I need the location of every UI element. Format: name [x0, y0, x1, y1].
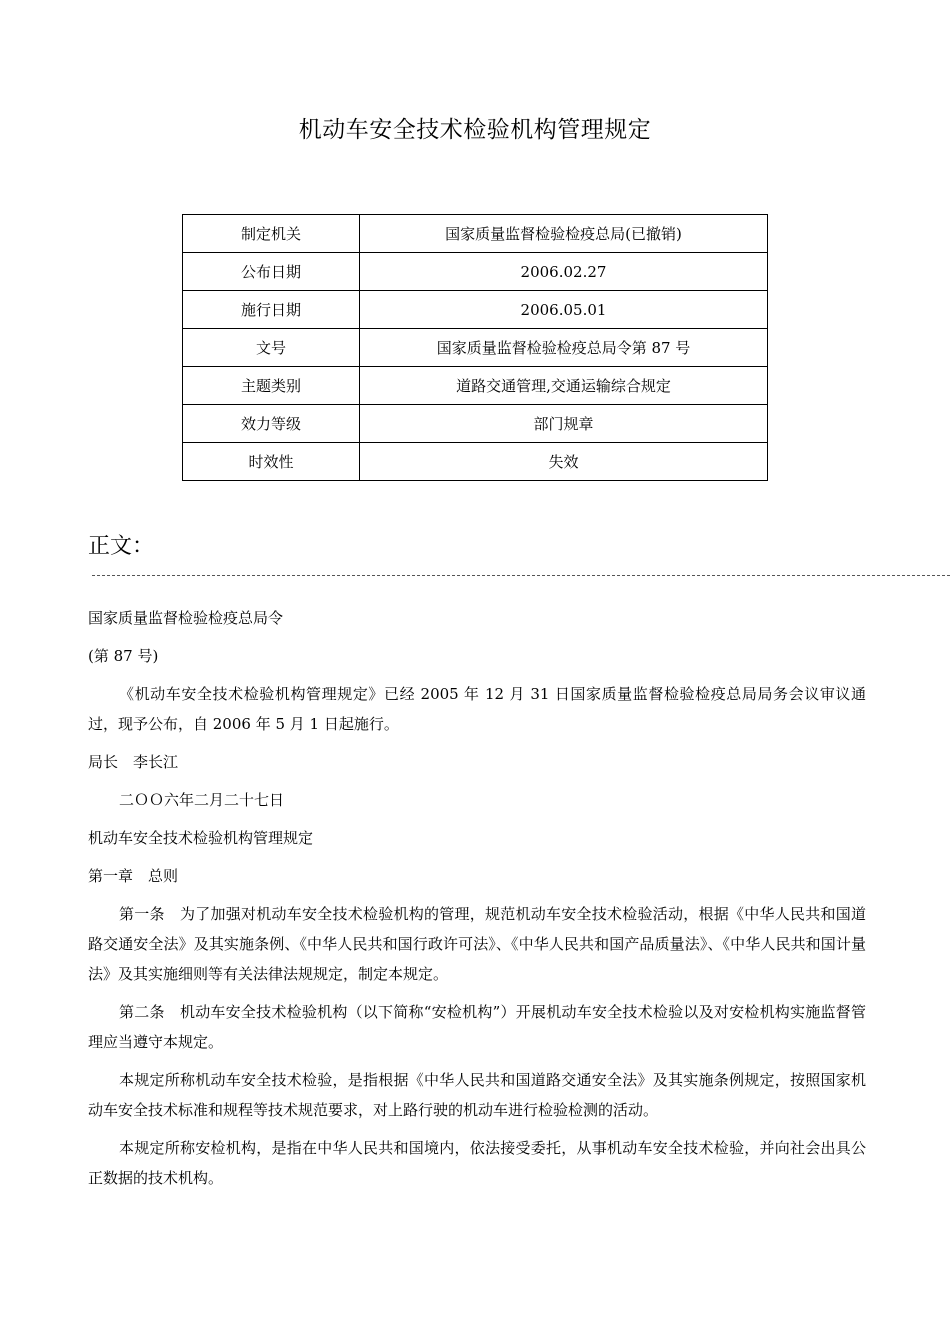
metadata-table	[182, 214, 768, 481]
table-row	[183, 367, 768, 405]
dashed-divider	[92, 575, 950, 576]
meta-label-document-number: 文号	[183, 329, 360, 367]
regulation-title: 机动车安全技术检验机构管理规定	[88, 829, 314, 847]
body-section-label: 正文：	[88, 534, 155, 559]
document-title: 机动车安全技术检验机构管理规定	[298, 117, 652, 143]
chapter-heading: 第一章 总则	[88, 867, 179, 885]
meta-label-effective-date: 施行日期	[183, 291, 360, 329]
table-row	[183, 329, 768, 367]
signatory: 局长 李长江	[88, 753, 179, 771]
decree-number: (第 87 号)	[88, 647, 159, 665]
table-row	[183, 405, 768, 443]
signing-date: 二ＯＯ六年二月二十七日	[119, 791, 285, 809]
table-row	[183, 253, 768, 291]
meta-value-issuing-authority: 国家质量监督检验检疫总局(已撤销)	[360, 215, 768, 253]
article-paragraph: 本规定所称安检机构，是指在中华人民共和国境内，依法接受委托，从事机动车安全技术检验，并向社会出具公正数据的技术机构。	[88, 1139, 866, 1187]
article-paragraph: 第二条 机动车安全技术检验机构（以下简称“安检机构”）开展机动车安全技术检验以及对安检机构实施监督管理应当遵守本规定。	[88, 1003, 866, 1051]
promulgation-paragraph: 《机动车安全技术检验机构管理规定》已经 2005 年 12 月 31 日国家质量监督检验检疫总局局务会议审议通过，现予公布，自 2006 年 5 月 1 日起施行。	[88, 685, 866, 733]
meta-label-validity: 时效性	[183, 443, 360, 481]
meta-label-legal-level: 效力等级	[183, 405, 360, 443]
meta-value-effective-date: 2006.05.01	[360, 291, 768, 329]
decree-issuer: 国家质量监督检验检疫总局令	[88, 609, 284, 627]
meta-label-issuing-authority: 制定机关	[183, 215, 360, 253]
table-row	[183, 291, 768, 329]
meta-value-validity: 失效	[360, 443, 768, 481]
article-paragraph: 本规定所称机动车安全技术检验，是指根据《中华人民共和国道路交通安全法》及其实施条例规定，按照国家机动车安全技术标准和规程等技术规范要求，对上路行驶的机动车进行检验检测的活动。	[88, 1071, 866, 1119]
meta-label-subject-category: 主题类别	[183, 367, 360, 405]
meta-value-document-number: 国家质量监督检验检疫总局令第 87 号	[360, 329, 768, 367]
meta-value-subject-category: 道路交通管理,交通运输综合规定	[360, 367, 768, 405]
meta-value-publish-date: 2006.02.27	[360, 253, 768, 291]
meta-label-publish-date: 公布日期	[183, 253, 360, 291]
table-row	[183, 215, 768, 253]
article-paragraph: 第一条 为了加强对机动车安全技术检验机构的管理，规范机动车安全技术检验活动，根据《中华人民共和国道路交通安全法》及其实施条例、《中华人民共和国行政许可法》、《中华人民共和国产品质量法》、《中华人民共和国计量法》及其实施细则等有关法律法规规定，制定本规定。	[88, 905, 866, 983]
meta-value-legal-level: 部门规章	[360, 405, 768, 443]
body-text	[88, 603, 866, 1201]
table-row	[183, 443, 768, 481]
